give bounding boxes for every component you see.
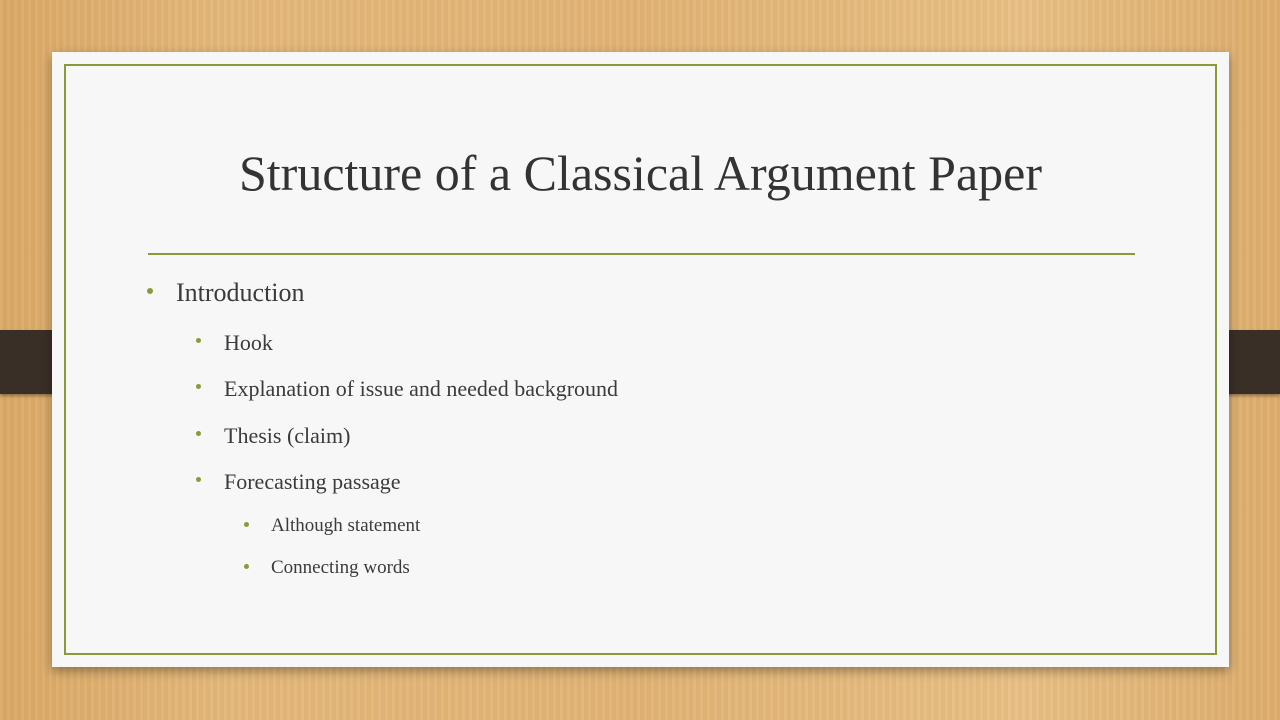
- bullet-connecting: [271, 557, 410, 579]
- bullet-introduction: [176, 278, 305, 308]
- bullet-thesis: [224, 423, 350, 449]
- bullet-although: [271, 515, 420, 537]
- bullet-dot-icon: [244, 564, 249, 569]
- bullet-forecasting: [224, 469, 401, 495]
- bullet-text: Thesis (claim): [224, 423, 351, 448]
- slide-paper: [52, 52, 1229, 667]
- bullet-text: Although statement: [271, 515, 421, 536]
- bullet-hook: [224, 330, 273, 356]
- bullet-text: Connecting words: [271, 557, 410, 578]
- bullet-dot-icon: [196, 338, 201, 343]
- bullet-dot-icon: [196, 431, 201, 436]
- bullet-text: Hook: [224, 330, 273, 355]
- bullet-text: Explanation of issue and needed background: [224, 376, 619, 401]
- bullet-dot-icon: [147, 288, 153, 294]
- bullet-dot-icon: [196, 384, 201, 389]
- slide-title: Structure of a Classical Argument Paper: [238, 145, 1043, 201]
- bullet-explanation: [224, 376, 618, 402]
- bullet-text: Introduction: [176, 278, 305, 307]
- bullet-text: Forecasting passage: [224, 469, 401, 494]
- bullet-dot-icon: [244, 522, 249, 527]
- bullet-dot-icon: [196, 477, 201, 482]
- title-divider: [148, 253, 1135, 255]
